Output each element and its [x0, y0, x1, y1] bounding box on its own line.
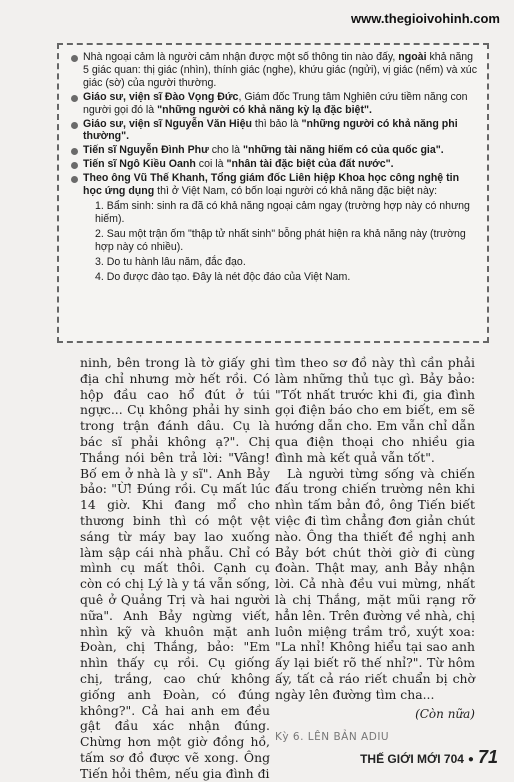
- info-text: cho là: [208, 144, 243, 157]
- next-issue-title: Kỳ 6. LÊN BẢN ADIU: [275, 731, 390, 744]
- page-footer: [360, 747, 498, 768]
- info-text: thì ở Việt Nam, có bốn loại người có khả năng đặc biệt này:: [154, 185, 438, 198]
- info-bold: Theo ông Vũ Thế Khanh, Tổng giám đốc Liên hiệp Khoa học công nghệ tin học ứng dụng: [83, 172, 460, 198]
- category-item: 3. Do tu hành lâu năm, đắc đạo.: [95, 255, 246, 268]
- category-item: 4. Do được đào tạo. Đây là nét độc đáo của Việt Nam.: [95, 270, 351, 283]
- paragraph: ninh, bên trong là tờ giấy ghi địa chỉ nhưng mờ hết rồi. Có hộp đầu cao hổ đút ở túi ngực... Cụ không phải hy sinh trong trận đánh dâu. Cụ là bác sĩ phải không ạ?". Chị Thắng nói bên trả lời: "Vâng! Bố em ở nhà là y sĩ". Anh Bảy bảo: "Ừ! Đúng rồi. Cụ mất lúc 14 giờ. Khi đang mổ cho thương binh thì có một vệt sáng từ máy bay lao xuống làm sập cái nhà phẫu. Chỉ có mình cụ mất thôi. Cạnh cụ còn có chị Lý là y tá vẫn sống, quê ở Quảng Trị và hai người nữa". Anh Bảy ngừng viết, nhìn kỹ và khuôn mặt anh Đoàn, chị Thắng, bảo: "Em nhìn thấy cụ rồi. Cụ giống chị, trắng, cao chứ không giống anh Đoàn, có đúng không?". Cả hai anh em đều gật đầu xác nhận đúng. Chừng hơn một giờ đồng hồ, tấm sơ đồ được vẽ xong. Ông Tiến hỏi thêm, nếu gia đình đi: [80, 355, 270, 781]
- info-item: [71, 172, 479, 283]
- info-bold: Giáo sư, viện sĩ Nguyễn Văn Hiệu: [83, 117, 252, 130]
- info-item: [71, 158, 479, 171]
- info-item: [71, 118, 479, 144]
- bullet-icon: ●: [467, 754, 474, 766]
- info-bold: "nhân tài đặc biệt của đất nước".: [226, 158, 394, 171]
- continued-note: (Còn nữa): [415, 706, 475, 721]
- article-column-left: [80, 355, 270, 782]
- info-bold: ngoài: [398, 51, 427, 63]
- info-item: [71, 51, 479, 90]
- paragraph: tìm theo sơ đồ này thì cần phải làm những thủ tục gì. Bảy bảo: "Tốt nhất trước khi đi, gia đình gọi điện báo cho em biết, em sẽ hướng dẫn cho. Em vẫn chỉ dẫn qua điện thoại cho nhiều gia đình mà kết quả vẫn tốt".: [275, 355, 475, 465]
- info-bold: Tiến sĩ Ngô Kiều Oanh: [83, 158, 196, 171]
- info-box: [57, 43, 489, 343]
- info-text: khả năng 5 giác quan: thị giác (nhìn), thính giác (nghe), khứu giác (ngửi), vị giác (nếm) và xúc giác (sờ) của người thường.: [83, 51, 477, 89]
- info-bold: Giáo sư, viện sĩ Đào Vọng Đức: [83, 90, 239, 103]
- info-text: , Giám đốc Trung tâm Nghiên cứu tiềm năng con người gọi đó là: [83, 90, 468, 116]
- site-url: www.thegioivohinh.com: [350, 11, 500, 26]
- info-bold: "những người có khả năng kỳ lạ đặc biệt".: [157, 103, 372, 116]
- info-bold: "những người có khả năng phi thường".: [83, 117, 458, 143]
- info-bold: "những tài năng hiếm có của quốc gia".: [242, 144, 444, 157]
- category-list: [83, 200, 479, 283]
- info-text: thì bảo là: [251, 117, 302, 130]
- info-text: Nhà ngoại cảm là người cảm nhận được một số thông tin nào đấy,: [83, 51, 399, 63]
- info-item: [71, 91, 479, 117]
- article-column-right: [275, 355, 475, 746]
- category-item: 1. Bẩm sinh: sinh ra đã có khả năng ngoại cảm ngay (trường hợp này có nhưng hiếm).: [95, 199, 470, 225]
- category-item: 2. Sau một trận ốm "thập tử nhất sinh" bỗng phát hiện ra khả năng này (trường hợp này có nhiều).: [95, 227, 466, 253]
- magazine-name: THẾ GIỚI MỚI 704: [360, 752, 464, 766]
- paragraph: Là người từng sống và chiến đấu trong chiến trường nên khi nhìn tấm bản đồ, ông Tiến biết việc đi tìm chẳng đơn giản chút nào. Ông tha thiết đề nghị anh Bảy bớt chút thời giờ đi cùng đoàn. Thật may, anh Bảy nhận lời. Cả nhà đều vui mừng, nhất là chị Thắng, mặt mũi rạng rỡ hẳn lên. Trên đường về nhà, chị luôn miệng trầm trồ, xuýt xoa: "La nhỉ! Không hiểu tại sao anh ấy lại biết rõ thế nhỉ?". Từ hôm ấy, tất cả ráo riết chuẩn bị chờ ngày lên đường tìm cha...: [275, 465, 475, 702]
- info-item: [71, 144, 479, 157]
- info-bold: Tiến sĩ Nguyễn Đình Phư: [83, 144, 209, 157]
- page-number: 71: [477, 747, 498, 767]
- info-text: coi là: [195, 158, 227, 171]
